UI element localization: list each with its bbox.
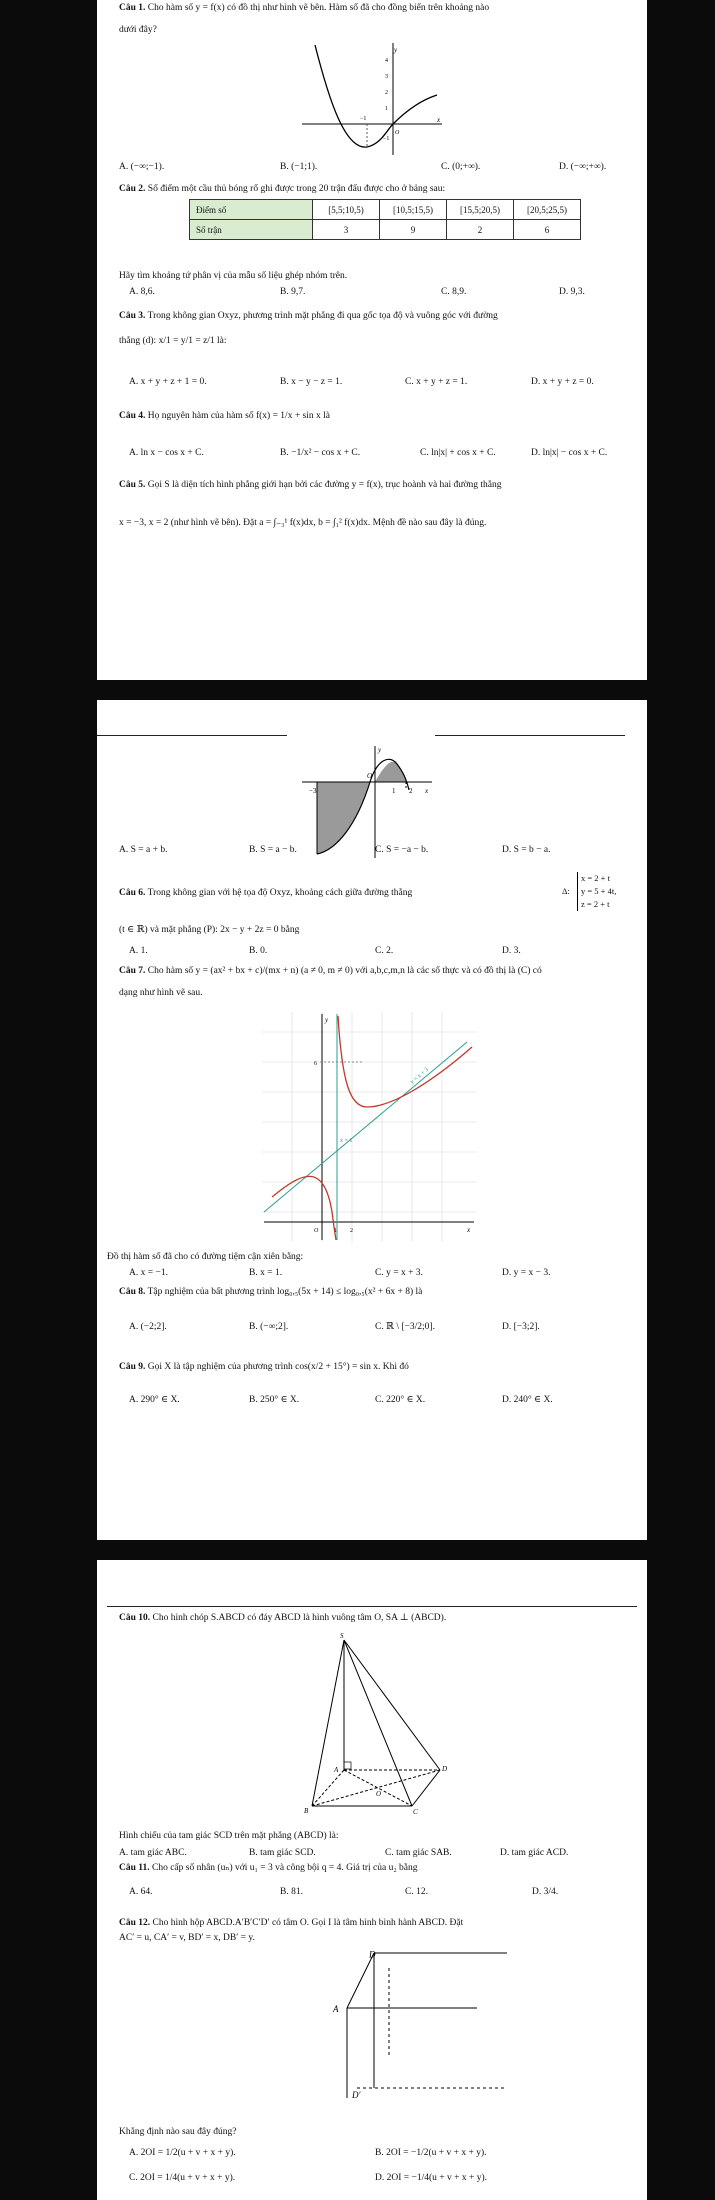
q7-label: O	[314, 1228, 319, 1234]
q7-stem-cont: dạng như hình vẽ sau.	[119, 988, 203, 998]
q6-stem-cont: (t ∈ ℝ) và mặt phẳng (P): 2x − y + 2z = 0 bằng	[119, 925, 300, 935]
q9-stem: Câu 9. Gọi X là tập nghiệm của phương trình cos(x/2 + 15°) = sin x. Khi đó	[119, 1362, 409, 1372]
q1-y-tick: 3	[385, 74, 388, 80]
q6-answer-b[interactable]: B. 0.	[249, 946, 268, 956]
q2-stem: Câu 2. Số điểm một cầu thủ bóng rổ ghi được trong 20 trận đấu được cho ở bảng sau:	[119, 184, 446, 194]
table-cell: [10,5;15,5)	[380, 200, 447, 220]
q6-answer-c[interactable]: C. 2.	[375, 946, 394, 956]
q7-label: 2	[350, 1228, 353, 1234]
q5-label: 2	[409, 787, 413, 795]
q11-answer-d[interactable]: D. 3/4.	[532, 1887, 559, 1897]
q10-edge-ab	[312, 1770, 344, 1806]
q3-answer-a[interactable]: A. x + y + z + 1 = 0.	[129, 377, 207, 387]
q5-shaded-right	[375, 762, 406, 782]
q1-y-tick: 2	[385, 90, 388, 96]
q7-stem: Câu 7. Cho hàm số y = (ax² + bx + c)/(mx + n) (a ≠ 0, m ≠ 0) với a,b,c,m,n là các số thực và có đồ thị là (C) có	[119, 966, 542, 976]
q7-label: y = x + 3	[409, 1066, 430, 1086]
page-2: −3 O 1 2 x y A. S = a + b. B. S = a − b. C. S = −a − b. D. S = b − a. Câu 6. Trong không gian với hệ tọa độ Oxyz, khoảng cách giữa đường thẳng Δ: x = 2 + t y = 5 + 4t, z = 2 + t (t ∈ ℝ) và mặt phẳng (P): 2x − y + 2z = 0 bằng A. 1. B. 0. C. 2. D. 3. Câu 7. Cho hàm số y = (ax² + bx + c)/(mx + n) (a ≠ 0, m ≠ 0) với a,b,c,m,n là các số thực và có đồ thị là (C) có dạng như hình vẽ sau. y x 6 O 1 2 y = x + 3 x = 1 Đồ thị hàm số đã cho có đường tiệm cận xiên bằng: A. x = −1. B. x = 1. C. y = x + 3. D. y = x − 3. Câu 8. Tập nghiệm của bất phương trình log₀,₅(5x + 14) ≤ log₀,₅(x² + 6x + 8) là A. (−2;2]. B. (−∞;2]. C. ℝ \ [−3/2;0]. D. [−3;2]. Câu 9. Gọi X là tập nghiệm của phương trình cos(x/2 + 15°) = sin x. Khi đó A. 290° ∈ X. B. 250° ∈ X. C. 220° ∈ X. D. 240° ∈ X.	[97, 700, 647, 1540]
q1-x-tick: −1	[360, 116, 367, 122]
page-1	[97, 0, 647, 680]
q12-answer-d[interactable]: D. 2OI = −1/4(u + v + x + y).	[375, 2173, 488, 2183]
q3-answer-c[interactable]: C. x + y + z = 1.	[405, 377, 468, 387]
q12-answer-b[interactable]: B. 2OI = −1/2(u + v + x + y).	[375, 2148, 487, 2158]
q7-label: 6	[314, 1061, 317, 1067]
q5-graph	[297, 744, 437, 860]
table-row	[190, 220, 581, 240]
q5-stem: Câu 5. Gọi S là diện tích hình phẳng giới hạn bởi các đường y = f(x), trục hoành và hai đường thẳng	[119, 480, 502, 490]
q12-answer-c[interactable]: C. 2OI = 1/4(u + v + x + y).	[129, 2173, 236, 2183]
q12-figure	[317, 1948, 517, 2108]
q11-answer-c[interactable]: C. 12.	[405, 1887, 428, 1897]
q10-label-b: B	[304, 1807, 309, 1815]
q10-question: Hình chiếu của tam giác SCD trên mặt phẳng (ABCD) là:	[119, 1831, 339, 1841]
q12-edge	[347, 1953, 374, 2008]
q7-oblique-asymptote	[264, 1042, 467, 1212]
table-cell: Điểm số	[190, 200, 313, 220]
q10-diag-ac	[344, 1770, 412, 1806]
q4-answer-d[interactable]: D. ln|x| − cos x + C.	[531, 448, 608, 458]
q8-answer-b[interactable]: B. (−∞;2].	[249, 1322, 289, 1332]
q7-graph	[262, 1012, 477, 1242]
q7-label: 1	[334, 1228, 337, 1234]
q1-stem: Câu 1. Cho hàm số y = f(x) có đồ thị như hình vẽ bên. Hàm số đã cho đồng biến trên khoảng nào	[119, 3, 490, 13]
q7-label: x	[467, 1226, 471, 1234]
q1-answer-a[interactable]: A. (−∞;−1).	[119, 162, 165, 172]
q2-answer-d[interactable]: D. 9,3.	[559, 287, 585, 297]
q3-answer-d[interactable]: D. x + y + z = 0.	[531, 377, 594, 387]
q10-label-c: C	[413, 1808, 418, 1815]
divider	[97, 735, 287, 736]
q2-answer-c[interactable]: C. 8,9.	[441, 287, 467, 297]
q9-answer-d[interactable]: D. 240° ∈ X.	[502, 1395, 553, 1405]
q4-answer-a[interactable]: A. ln x − cos x + C.	[129, 448, 204, 458]
q11-stem: Câu 11. Cho cấp số nhân (uₙ) với u₁ = 3 và công bội q = 4. Giá trị của u₂ bằng	[119, 1863, 418, 1873]
q5-answer-b[interactable]: B. S = a − b.	[249, 845, 297, 855]
q2-answer-a[interactable]: A. 8,6.	[129, 287, 155, 297]
q9-answer-c[interactable]: C. 220° ∈ X.	[375, 1395, 426, 1405]
q12-answer-a[interactable]: A. 2OI = 1/2(u + v + x + y).	[129, 2148, 236, 2158]
q10-answer-a[interactable]: A. tam giác ABC.	[119, 1848, 187, 1858]
q5-stem-cont: x = −3, x = 2 (như hình vẽ bên). Đặt a = ∫₋₃¹ f(x)dx, b = ∫₁² f(x)dx. Mệnh đề nào sau đây là đúng.	[119, 518, 487, 528]
q1-graph	[297, 40, 447, 158]
q8-stem: Câu 8. Tập nghiệm của bất phương trình log₀,₅(5x + 14) ≤ log₀,₅(x² + 6x + 8) là	[119, 1287, 423, 1297]
q10-answer-d[interactable]: D. tam giác ACD.	[500, 1848, 569, 1858]
q1-answer-c[interactable]: C. (0;+∞).	[441, 162, 481, 172]
q4-answer-c[interactable]: C. ln|x| + cos x + C.	[420, 448, 496, 458]
q2-table	[189, 199, 581, 240]
q10-pyramid	[302, 1630, 452, 1815]
table-row	[190, 200, 581, 220]
q1-y-tick: 4	[385, 58, 388, 64]
q10-right-angle	[344, 1762, 351, 1769]
q4-answer-b[interactable]: B. −1/x² − cos x + C.	[280, 448, 361, 458]
q5-answer-a[interactable]: A. S = a + b.	[119, 845, 168, 855]
q5-shaded-left	[317, 782, 370, 854]
q5-label: x	[425, 787, 429, 795]
q1-curve	[315, 45, 437, 147]
table-cell: 6	[514, 220, 581, 240]
q1-answer-b[interactable]: B. (−1;1).	[280, 162, 318, 172]
table-cell: 2	[447, 220, 514, 240]
q7-label: x = 1	[340, 1138, 353, 1144]
q4-stem: Câu 4. Họ nguyên hàm của hàm số f(x) = 1/x + sin x là	[119, 411, 330, 421]
q10-edge-sc	[344, 1640, 412, 1806]
q5-label: 1	[392, 787, 396, 795]
q7-grid	[262, 1012, 477, 1242]
q10-label-o: O	[376, 1790, 382, 1798]
q2-question: Hãy tìm khoảng tứ phân vị của mẫu số liệu ghép nhóm trên.	[119, 271, 348, 281]
table-cell: [15,5;20,5)	[447, 200, 514, 220]
q1-y-tick: −1	[383, 136, 390, 142]
q3-stem: Câu 3. Trong không gian Oxyz, phương trình mặt phẳng đi qua gốc tọa độ và vuông góc với đường	[119, 311, 498, 321]
table-cell: 9	[380, 220, 447, 240]
q1-x-label: x	[437, 116, 441, 124]
q7-answer-d[interactable]: D. y = x − 3.	[502, 1268, 551, 1278]
q7-answer-b[interactable]: B. x = 1.	[249, 1268, 283, 1278]
q12-question: Khẳng định nào sau đây đúng?	[119, 2127, 237, 2137]
q10-label-d: D	[442, 1765, 448, 1773]
q3-stem-cont: thẳng (d): x/1 = y/1 = z/1 là:	[119, 336, 227, 346]
table-cell: 3	[313, 220, 380, 240]
q5-answer-d[interactable]: D. S = b − a.	[502, 845, 551, 855]
table-cell: Số trận	[190, 220, 313, 240]
q5-answer-c[interactable]: C. S = −a − b.	[375, 845, 429, 855]
q6-answer-a[interactable]: A. 1.	[129, 946, 148, 956]
q12-label-a: A	[333, 2004, 339, 2014]
q1-answer-d[interactable]: D. (−∞;+∞).	[559, 162, 607, 172]
q1-stem-cont: dưới đây?	[119, 25, 157, 35]
q7-question: Đồ thị hàm số đã cho có đường tiệm cận xiên bằng:	[107, 1252, 304, 1262]
q8-answer-a[interactable]: A. (−2;2].	[129, 1322, 167, 1332]
q10-edge-sd	[344, 1640, 440, 1770]
q7-curve-left	[272, 1176, 336, 1240]
q5-label: −3	[309, 787, 317, 795]
q8-answer-d[interactable]: D. [−3;2].	[502, 1322, 540, 1332]
q11-answer-a[interactable]: A. 64.	[129, 1887, 153, 1897]
q11-answer-b[interactable]: B. 81.	[280, 1887, 303, 1897]
q10-answer-c[interactable]: C. tam giác SAB.	[385, 1848, 452, 1858]
q7-label: y	[325, 1016, 329, 1024]
q9-answer-a[interactable]: A. 290° ∈ X.	[129, 1395, 180, 1405]
q12-label-dp: D′	[352, 2090, 361, 2100]
divider	[107, 1606, 637, 1607]
q7-answer-a[interactable]: A. x = −1.	[129, 1268, 168, 1278]
q5-label: y	[378, 746, 382, 754]
q12-stem-cont: AC′ = u, CA′ = v, BD′ = x, DB′ = y.	[119, 1933, 255, 1943]
table-cell: [20,5;25,5)	[514, 200, 581, 220]
q10-edge-sb	[312, 1640, 344, 1806]
q10-diag-bd	[312, 1770, 440, 1806]
page-3	[97, 1560, 647, 2200]
q9-answer-b[interactable]: B. 250° ∈ X.	[249, 1395, 300, 1405]
q8-answer-c[interactable]: C. ℝ \ [−3/2;0].	[375, 1322, 435, 1332]
q10-answer-b[interactable]: B. tam giác SCD.	[249, 1848, 316, 1858]
q12-label-d: D	[369, 1949, 376, 1960]
q10-edge-cd	[412, 1770, 440, 1806]
q1-y-label: y	[394, 46, 398, 54]
q10-label-a: A	[334, 1766, 339, 1774]
q6-answer-d[interactable]: D. 3.	[502, 946, 521, 956]
q5-label: O	[367, 772, 373, 780]
q12-stem: Câu 12. Cho hình hộp ABCD.A′B′C′D′ có tâm O. Gọi I là tâm hình bình hành ABCD. Đặt	[119, 1918, 464, 1928]
q10-label-s: S	[340, 1632, 344, 1640]
q10-stem: Câu 10. Cho hình chóp S.ABCD có đáy ABCD là hình vuông tâm O, SA ⊥ (ABCD).	[119, 1613, 447, 1623]
q3-answer-b[interactable]: B. x − y − z = 1.	[280, 377, 343, 387]
q1-y-tick: 1	[385, 106, 388, 112]
q1-origin: O	[395, 130, 400, 136]
q7-answer-c[interactable]: C. y = x + 3.	[375, 1268, 423, 1278]
divider	[435, 735, 625, 736]
table-cell: [5,5;10,5)	[313, 200, 380, 220]
q2-answer-b[interactable]: B. 9,7.	[280, 287, 306, 297]
q6-stem: Câu 6. Trong không gian với hệ tọa độ Oxyz, khoảng cách giữa đường thẳng	[119, 888, 413, 898]
